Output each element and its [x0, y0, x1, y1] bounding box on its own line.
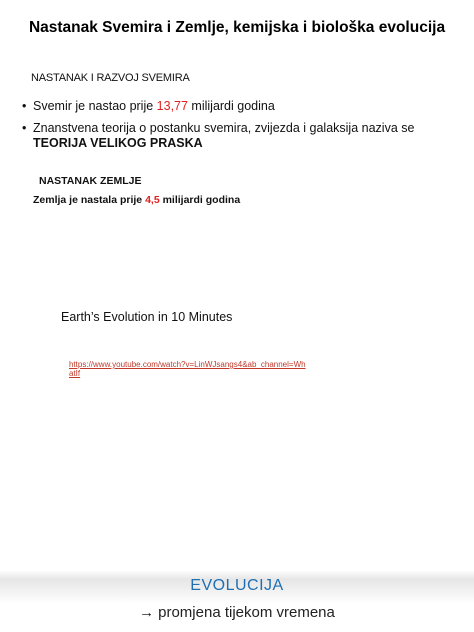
- section-heading-earth: NASTANAK ZEMLJE: [39, 175, 142, 187]
- evolution-title: EVOLUCIJA: [190, 577, 284, 594]
- video-title: Earth’s Evolution in 10 Minutes: [61, 310, 233, 324]
- earth-text-before: Zemlja je nastala prije: [33, 194, 146, 206]
- universe-age-value: 13,77: [156, 99, 188, 113]
- section-heading-universe: NASTANAK I RAZVOJ SVEMIRA: [31, 72, 190, 84]
- earth-text-after: milijardi godina: [159, 194, 241, 206]
- big-bang-term: TEORIJA VELIKOG PRASKA: [33, 136, 203, 150]
- bullet-text: Znanstvena teorija o postanku svemira, zvijezda i galaksija naziva se: [33, 121, 415, 135]
- earth-age-line: [33, 194, 240, 206]
- evolution-subtitle-text: promjena tijekom vremena: [158, 604, 335, 621]
- video-link[interactable]: https://www.youtube.com/watch?v=LinWJsangs4&ab_channel=WhatIf: [69, 360, 306, 378]
- bullet-dot: •: [22, 99, 27, 113]
- earth-age-value: 4,5: [145, 194, 160, 206]
- page-title: Nastanak Svemira i Zemlje, kemijska i biološka evolucija: [28, 19, 446, 36]
- bullet-universe-age: [22, 99, 275, 114]
- bullet-big-bang: [22, 121, 452, 151]
- bullet-text-before: Svemir je nastao prije: [33, 99, 157, 113]
- evolution-subtitle: [0, 604, 474, 621]
- arrow-right-icon: →: [139, 604, 155, 621]
- bullet-text-after: milijardi godina: [187, 99, 275, 113]
- bullet-dot: •: [22, 121, 27, 135]
